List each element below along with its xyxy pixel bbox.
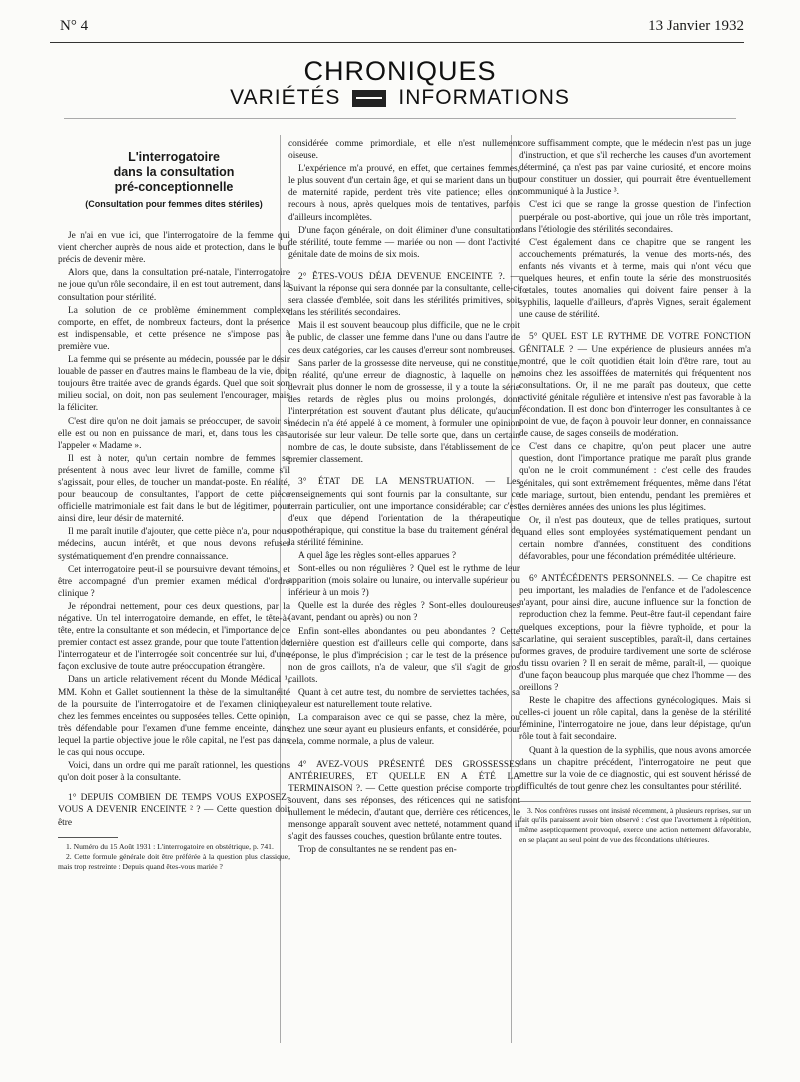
footnote: 2. Cette formule générale doit être préférée à la question plus classique, mais trop restreinte : Depuis quand êtes-vous mariée ? <box>58 852 290 871</box>
header-rule <box>50 42 744 43</box>
title-line: L'interrogatoire <box>128 150 220 164</box>
paragraph: D'une façon générale, on doit éliminer d'une consultation de stérilité, toute femme — mariée ou non — dont l'activité génitale date de moins de six mois. <box>288 225 520 260</box>
footnote-rule <box>58 837 118 838</box>
paragraph: Sans parler de la grossesse dite nerveuse, qui ne constitue, en réalité, qu'une erreur de diagnostic, à laquelle on ne devrait plus donner le nom de grossesse, il y a toute la série des retards de règles plus ou moins prolongés, dont l'interprétation est souvent d'autant plus délicate, qu'aucun médecin n'a été appelé à ce moment, à formuler une opinion autorisée sur leur valeur. De telle sorte que, dans un certain nombre de cas, le doute subsiste, dans l'établissement de ce premier classement. <box>288 358 520 466</box>
paragraph: La solution de ce problème éminemment complexe comporte, en effet, de nombreux facteurs, dont la présence est indispensable, et cette présence ne s'impose pas à première vue. <box>58 305 290 352</box>
paragraph: Il me paraît inutile d'ajouter, que cette pièce n'a, pour nous médecins, aucun intérêt, et que nous devons refuser systématiquement d'en prendre connaissance. <box>58 527 290 562</box>
footnote: 1. Numéro du 15 Août 1931 : L'interrogatoire en obstétrique, p. 741. <box>66 841 274 851</box>
paragraph: core suffisamment compte, que le médecin n'est pas un juge d'instruction, et que s'il recherche les causes d'un avortement déterminé, ça n'est pas par vaine curiosité, et encore moins pour constituer un dossier, qui pourrait être éventuellement communiqué à la Justice ³. <box>519 139 751 198</box>
section-question-4: 4° AVEZ-VOUS PRÉSENTÉ DES GROSSESSES ANTÉRIEURES, ET QUELLE EN A ÉTÉ LA TERMINAISON ?. — Cette question précise comporte trop souvent, dans ses réponses, des réticences qui ne satisfont nullement le médecin, d'autant que, derrière ces réticences, le mensonge apparaît souvent avec netteté, notamment quand il s'agit des fausses couches, question brûlante entre toutes. <box>288 759 520 843</box>
paragraph: Dans un article relativement récent du Monde Médical ¹, MM. Kohn et Gallet soutiennent la thèse de la simultanéité de la poursuite de l'interrogatoire et de l'examen clinique, chez les femmes enceintes ou supposées telles. Cette opinion, très défendable pour l'examen d'une femme enceinte, dans lequel la partie objective joue le rôle capital, ne l'est pas dans le cas qui nous occupe. <box>58 675 290 759</box>
section-question-2: 2° ÊTES-VOUS DÉJA DEVENUE ENCEINTE ?. — Suivant la réponse qui sera donnée par la consultante, celle-ci sera classée d'emblée, soit dans les stérilités primitives, soit dans les stérilités secondaires. <box>288 271 520 319</box>
footnote-rule <box>519 801 751 802</box>
masthead-left: VARIÉTÉS <box>230 86 341 109</box>
title-line: pré-conceptionnelle <box>114 180 234 194</box>
column-2 <box>288 138 520 857</box>
paragraph: Voici, dans un ordre qui me paraît rationnel, les questions qu'on doit poser à la consultante. <box>58 761 290 784</box>
issue-number: N° 4 <box>60 18 89 34</box>
paragraph: Or, il n'est pas douteux, que de telles pratiques, surtout quand elles sont employées systématiquement pendant un certain nombre d'années, constituent des conditions défavorables, pour une fécondation préméditée ultérieure. <box>519 515 751 563</box>
paragraph: La comparaison avec ce qui se passe, chez la mère, ou chez une sœur ayant eu plusieurs enfants, et considérée, pour cela, comme normale, a plus de valeur. <box>288 713 520 748</box>
section-question-1: 1° DEPUIS COMBIEN DE TEMPS VOUS EXPOSEZ-VOUS A DEVENIR ENCEINTE ² ? — Cette question doit être <box>58 793 290 828</box>
masthead-right: INFORMATIONS <box>398 86 570 109</box>
paragraph: Il est à noter, qu'un certain nombre de femmes se présentent à nous avec leur livret de famille, comme s'il s'agissait, pour elles, de toucher un mandat-poste. En réalité, pour beaucoup de consultantes, l'apport de cette pièce officielle matrimoniale est fait dans le but de légitimer, pour ainsi dire, leur désir de maternité. <box>58 453 290 525</box>
issue-date: 13 Janvier 1932 <box>648 18 744 34</box>
paragraph: Je n'ai en vue ici, que l'interrogatoire de la femme qui vient chercher auprès de nous aide et protection, dans le but précis de devenir mère. <box>58 231 290 266</box>
paragraph: Reste le chapitre des affections gynécologiques. Mais si celles-ci jouent un rôle capital, dans la genèse de la stérilité féminine, l'interrogatoire ne joue, dans leur dépistage, qu'un rôle tout à fait secondaire. <box>519 696 751 743</box>
paragraph: Quelle est la durée des règles ? Sont-elles douloureuses (avant, pendant ou après) ou non ? <box>288 601 520 624</box>
masthead <box>0 56 800 87</box>
paragraph: Sont-elles ou non régulières ? Quel est le rythme de leur apparition (mois solaire ou lunaire, ou intervalle supérieur ou inférieur à un mois ?) <box>288 564 520 599</box>
paragraph: Cet interrogatoire peut-il se poursuivre devant témoins, et être accompagné d'un premier examen médical d'ordre clinique ? <box>58 564 290 599</box>
paragraph: A quel âge les règles sont-elles apparues ? <box>298 551 457 561</box>
paragraph: Quant à cet autre test, du nombre de serviettes tachées, sa valeur est naturellement toute relative. <box>288 688 520 711</box>
section-question-5: 5° QUEL EST LE RYTHME DE VOTRE FONCTION GÉNITALE ? — Une expérience de plusieurs années m'a montré, que le coït quotidien était loin d'être rare, tout au moins chez les assoiffées de maternités qui fréquentent nos consultations. Or, il ne me paraît pas douteux, que cette activité génitale régulière et intensive n'est pas favorable à la fécondation. Il est donc bon d'interroger les consultantes à ce point de vue, de façon à pouvoir leur donner, en connaissance de cause, de sages conseils de modération. <box>519 332 751 440</box>
paragraph: C'est ici que se range la grosse question de l'infection puerpérale ou post-abortive, qui joue un rôle très important, dans l'étiologie des stérilités secondaires. <box>519 200 751 235</box>
paragraph: Enfin sont-elles abondantes ou peu abondantes ? Cette dernière question est d'ailleurs celle qui comporte, dans sa réponse, le plus d'imprécision ; car le test de la présence ou non de gros caillots, n'a de valeur, que s'il s'agit de gros caillots. <box>288 626 520 685</box>
masthead-subtitle <box>0 86 800 110</box>
column-3 <box>519 138 751 845</box>
paragraph: La femme qui se présente au médecin, poussée par le désir louable de passer en d'autres mains le flambeau de la vie, doit toujours être traitée avec de grands égards. Quel que soit son milieu social, on doit, non pas seulement l'encourager, mais la féliciter. <box>58 355 290 414</box>
paragraph: considérée comme primordiale, et elle n'est nullement oiseuse. <box>288 139 520 162</box>
paragraph: C'est dire qu'on ne doit jamais se préoccuper, de savoir si elle est ou non en puissance de mari, et, dans tous les cas, l'appeler « Madame ». <box>58 416 290 451</box>
paragraph: Quant à la question de la syphilis, que nous avons amorcée dans un chapitre précédent, l'interrogatoire ne peut que mettre sur la voie de ce diagnostic, qui est souvent hérissé de difficultés de tout genre chez les consultantes pour stérilité. <box>519 745 751 792</box>
masthead-rule <box>64 118 736 119</box>
column-1 <box>58 138 290 872</box>
page-header <box>50 18 744 40</box>
paragraph: Mais il est souvent beaucoup plus difficile, que ne le croit le public, de classer une femme dans l'une ou dans l'autre de ces deux catégories, car les causes d'erreur sont nombreuses. <box>288 321 520 356</box>
paragraph: Trop de consultantes ne se rendent pas en- <box>298 845 457 856</box>
masthead-title: CHRONIQUES <box>303 56 497 86</box>
masthead-emblem-icon <box>352 90 386 107</box>
paragraph: Alors que, dans la consultation pré-natale, l'interrogatoire ne joue qu'un rôle secondaire, il en est tout autrement, dans la consultation pour stérilité. <box>58 268 290 303</box>
section-question-6: 6° ANTÉCÉDENTS PERSONNELS. — Ce chapitre est peu important, les maladies de l'enfance et de l'adolescence n'ayant, pour ainsi dire, aucune influence sur la fonction de reproduction chez la femme. Peut-être faut-il cependant faire quelques exceptions, pour la fièvre typhoïde, et pour la scarlatine, qui seraient susceptibles, paraît-il, dans certaines formes graves, de produire tardivement une sorte de sclérose du tissu ovarien ? Il en serait de même, paraît-il, — quoique d'une façon beaucoup plus marquée que chez l'homme — des oreillons ? <box>519 574 751 694</box>
paragraph: C'est également dans ce chapitre que se rangent les accouchements prématurés, la venue des morts-nés, des enfants nés vivants et à terme, mais qui n'ont vécu que quelques heures, et enfin toute la série des monstruosités fœtales, toutes anomalies qui doivent faire penser à la syphilis, laquelle d'ailleurs, d'après Vignes, serait également une cause de stérilité. <box>519 237 751 321</box>
title-line: dans la consultation <box>113 165 235 179</box>
paragraph: L'expérience m'a prouvé, en effet, que certaines femmes, le plus souvent d'un certain âge, et qui se marient dans un but de maternité rapide, perdent très vite patience; elles ont recours à nous, après quelques mois de tentatives, parfois d'ailleurs incomplètes. <box>288 164 520 223</box>
paragraph: Je répondrai nettement, pour ces deux questions, par la négative. Un tel interrogatoire demande, en effet, le tête-à-tête, entre la consultante et son médecin, et l'importance de ce premier contact est assez grande, pour que toute l'attention de l'interrogateur et de l'interrogée soit concentrée sur lui, d'une façon exclusive de toute autre préoccupation étrangère. <box>58 601 290 673</box>
section-question-3: 3° ÉTAT DE LA MENSTRUATION. — Les renseignements qui sont fournis par la consultante, sur ce terrain particulier, ont une importance considérable; car c'est d'eux que dépend l'orientation de la thérapeutique opothérapique, qui constitue la base du traitement général de la stérilité féminine. <box>288 477 520 548</box>
footnote: 3. Nos confrères russes ont insisté récemment, à plusieurs reprises, sur un fait qu'ils paraissent avoir bien observé : c'est que l'avortement à répétition, même asepticquement provoqué, exerce une action nettement défavorable, en se plaçant au seul point de vue des fécondations ultérieures. <box>519 805 751 844</box>
article-title <box>58 150 290 210</box>
article-subtitle: (Consultation pour femmes dites stériles) <box>85 199 263 209</box>
paragraph: C'est dans ce chapitre, qu'on peut placer une autre question, dont l'importance pratique me paraît plus grande qu'on ne le croit communément : c'est celle des fraudes génitales, qui sont extrêmement fréquentes, même dans l'état de mariage, surtout, bien entendu, pendant les premières et les dernières années des unions les plus légitimes. <box>519 442 751 513</box>
